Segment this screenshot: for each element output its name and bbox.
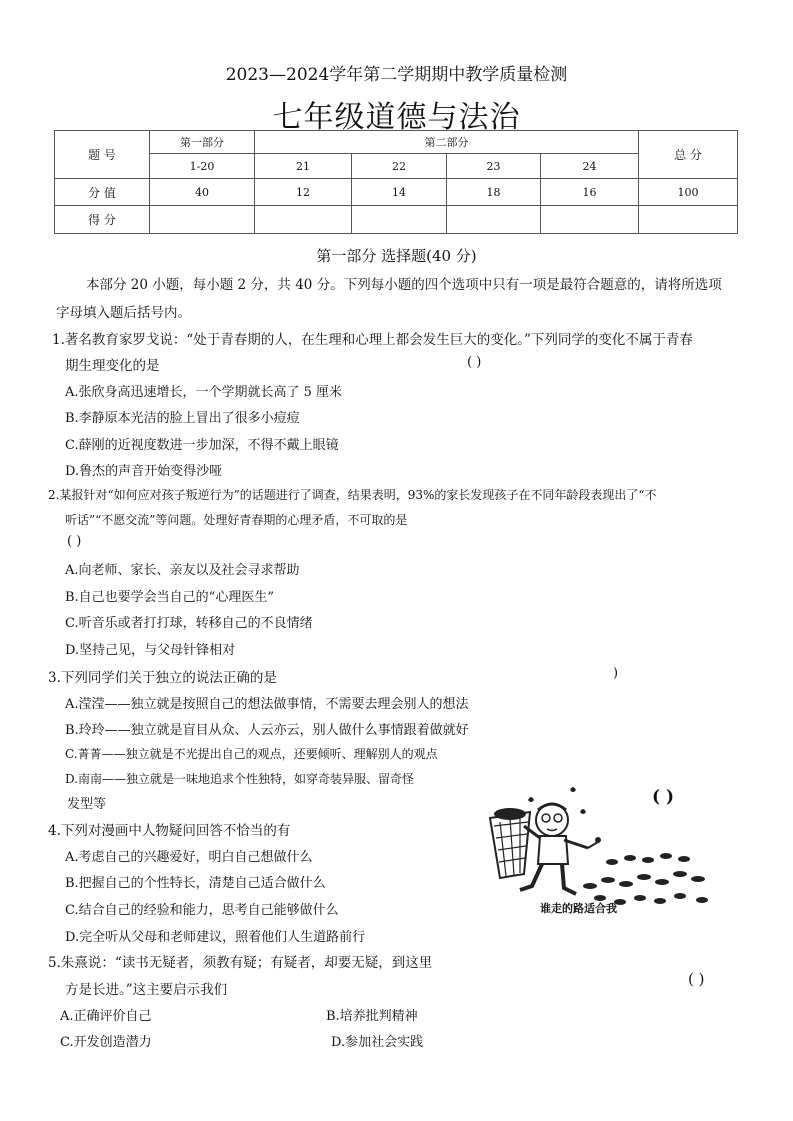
instructions-line-2: 字母填入题后括号内。 bbox=[56, 305, 191, 321]
q4-answer-blank[interactable]: ( ) bbox=[652, 787, 675, 807]
points-23: 18 bbox=[447, 179, 541, 206]
q-number-21: 21 bbox=[255, 154, 352, 179]
q5-stem-line-1: 5.朱熹说：“读书无疑者，须教有疑；有疑者，却要无疑，到这里 bbox=[48, 955, 433, 971]
instructions-line-1: 本部分 20 小题，每小题 2 分，共 40 分。下列每小题的四个选项中只有一项是最符合题意的，请将所选项 bbox=[86, 277, 722, 293]
q3-answer-blank[interactable]: ) bbox=[613, 666, 619, 681]
q4-option-a: A.考虑自己的兴趣爱好，明白自己想做什么 bbox=[65, 850, 313, 865]
section-title: 第一部分 选择题(40 分) bbox=[316, 247, 477, 265]
score-cell-total[interactable] bbox=[639, 206, 738, 234]
points-22: 14 bbox=[352, 179, 447, 206]
q5-option-c: C.开发创造潜力 bbox=[60, 1035, 152, 1050]
score-cell-24[interactable] bbox=[541, 206, 639, 234]
q4-option-b: B.把握自己的个性特长，清楚自己适合做什么 bbox=[65, 876, 326, 891]
cartoon-caption: 谁走的路适合我 bbox=[540, 902, 617, 915]
q-number-23: 23 bbox=[447, 154, 541, 179]
score-cell-21[interactable] bbox=[255, 206, 352, 234]
q1-stem-line-2: 期生理变化的是 bbox=[65, 358, 160, 374]
q5-stem-line-2: 方是长进。”这主要启示我们 bbox=[65, 982, 228, 998]
points-21: 12 bbox=[255, 179, 352, 206]
q-number-24: 24 bbox=[541, 154, 639, 179]
q5-option-b: B.培养批判精神 bbox=[326, 1009, 418, 1024]
q3-option-b: B.玲玲——独立就是盲目从众、人云亦云，别人做什么事情跟着做就好 bbox=[65, 723, 469, 738]
score-cell-22[interactable] bbox=[352, 206, 447, 234]
q1-option-d: D.鲁杰的声音开始变得沙哑 bbox=[65, 464, 223, 479]
q2-option-d: D.坚持己见，与父母针锋相对 bbox=[65, 643, 236, 658]
q-number-22: 22 bbox=[352, 154, 447, 179]
q2-option-c: C.听音乐或者打打球，转移自己的不良情绪 bbox=[65, 616, 313, 631]
score-label: 得 分 bbox=[55, 206, 150, 234]
part2-header: 第二部分 bbox=[255, 131, 639, 154]
cartoon-illustration bbox=[480, 782, 720, 917]
score-cell-part1[interactable] bbox=[150, 206, 255, 234]
q1-option-c: C.薛刚的近视度数进一步加深，不得不戴上眼镜 bbox=[65, 438, 339, 453]
q1-option-b: B.李静原本光洁的脸上冒出了很多小痘痘 bbox=[65, 411, 300, 426]
part1-header: 第一部分 bbox=[150, 131, 255, 154]
q2-option-b: B.自己也要学会当自己的“心理医生” bbox=[65, 590, 274, 605]
points-24: 16 bbox=[541, 179, 639, 206]
q1-stem-line-1: 1.著名教育家罗戈说：“处于青春期的人，在生理和心理上都会发生巨大的变化。”下列同学的变化不属于青春 bbox=[52, 332, 693, 348]
q2-stem-line-1: 2.某报针对“如何应对孩子叛逆行为”的话题进行了调查，结果表明，93%的家长发现孩子在不同年龄段表现出了“不 bbox=[48, 488, 657, 502]
subject-title: 七年级道德与法治 bbox=[272, 100, 521, 135]
q2-option-a: A.向老师、家长、亲友以及社会寻求帮助 bbox=[65, 563, 300, 578]
q5-option-a: A.正确评价自己 bbox=[60, 1009, 152, 1024]
points-total: 100 bbox=[639, 179, 738, 206]
q4-option-d: D.完全听从父母和老师建议，照着他们人生道路前行 bbox=[65, 930, 366, 945]
q1-answer-blank[interactable]: ( ) bbox=[467, 355, 482, 370]
q5-answer-blank[interactable]: ( ) bbox=[688, 970, 705, 988]
q3-option-a: A.滢滢——独立就是按照自己的想法做事情，不需要去理会别人的想法 bbox=[65, 697, 469, 712]
q3-option-d-continued: 发型等 bbox=[67, 797, 107, 812]
points-part1: 40 bbox=[150, 179, 255, 206]
exam-title: 2023—2024学年第二学期期中教学质量检测 bbox=[225, 65, 568, 85]
score-cell-23[interactable] bbox=[447, 206, 541, 234]
score-table bbox=[54, 130, 738, 234]
q4-option-c: C.结合自己的经验和能力，思考自己能够做什么 bbox=[65, 903, 339, 918]
q4-stem: 4.下列对漫画中人物疑问回答不恰当的有 bbox=[48, 823, 291, 839]
q5-option-d: D.参加社会实践 bbox=[331, 1035, 424, 1050]
part1-range: 1-20 bbox=[150, 154, 255, 179]
total-header: 总 分 bbox=[639, 131, 738, 179]
question-number-header: 题 号 bbox=[55, 131, 150, 179]
q3-stem: 3.下列同学们关于独立的说法正确的是 bbox=[48, 670, 277, 686]
q3-option-d: D.南南——独立就是一味地追求个性独特，如穿奇装异服、留奇怪 bbox=[65, 772, 415, 786]
q1-option-a: A.张欣身高迅速增长，一个学期就长高了 5 厘米 bbox=[65, 385, 343, 400]
q3-option-c: C.菁菁——独立就是不光提出自己的观点，还要倾听、理解别人的观点 bbox=[65, 747, 438, 761]
q2-stem-line-2: 听话”“不愿交流”等问题。处理好青春期的心理矛盾，不可取的是 bbox=[65, 513, 408, 527]
points-label: 分 值 bbox=[55, 179, 150, 206]
q2-answer-blank[interactable]: ( ) bbox=[67, 534, 82, 549]
